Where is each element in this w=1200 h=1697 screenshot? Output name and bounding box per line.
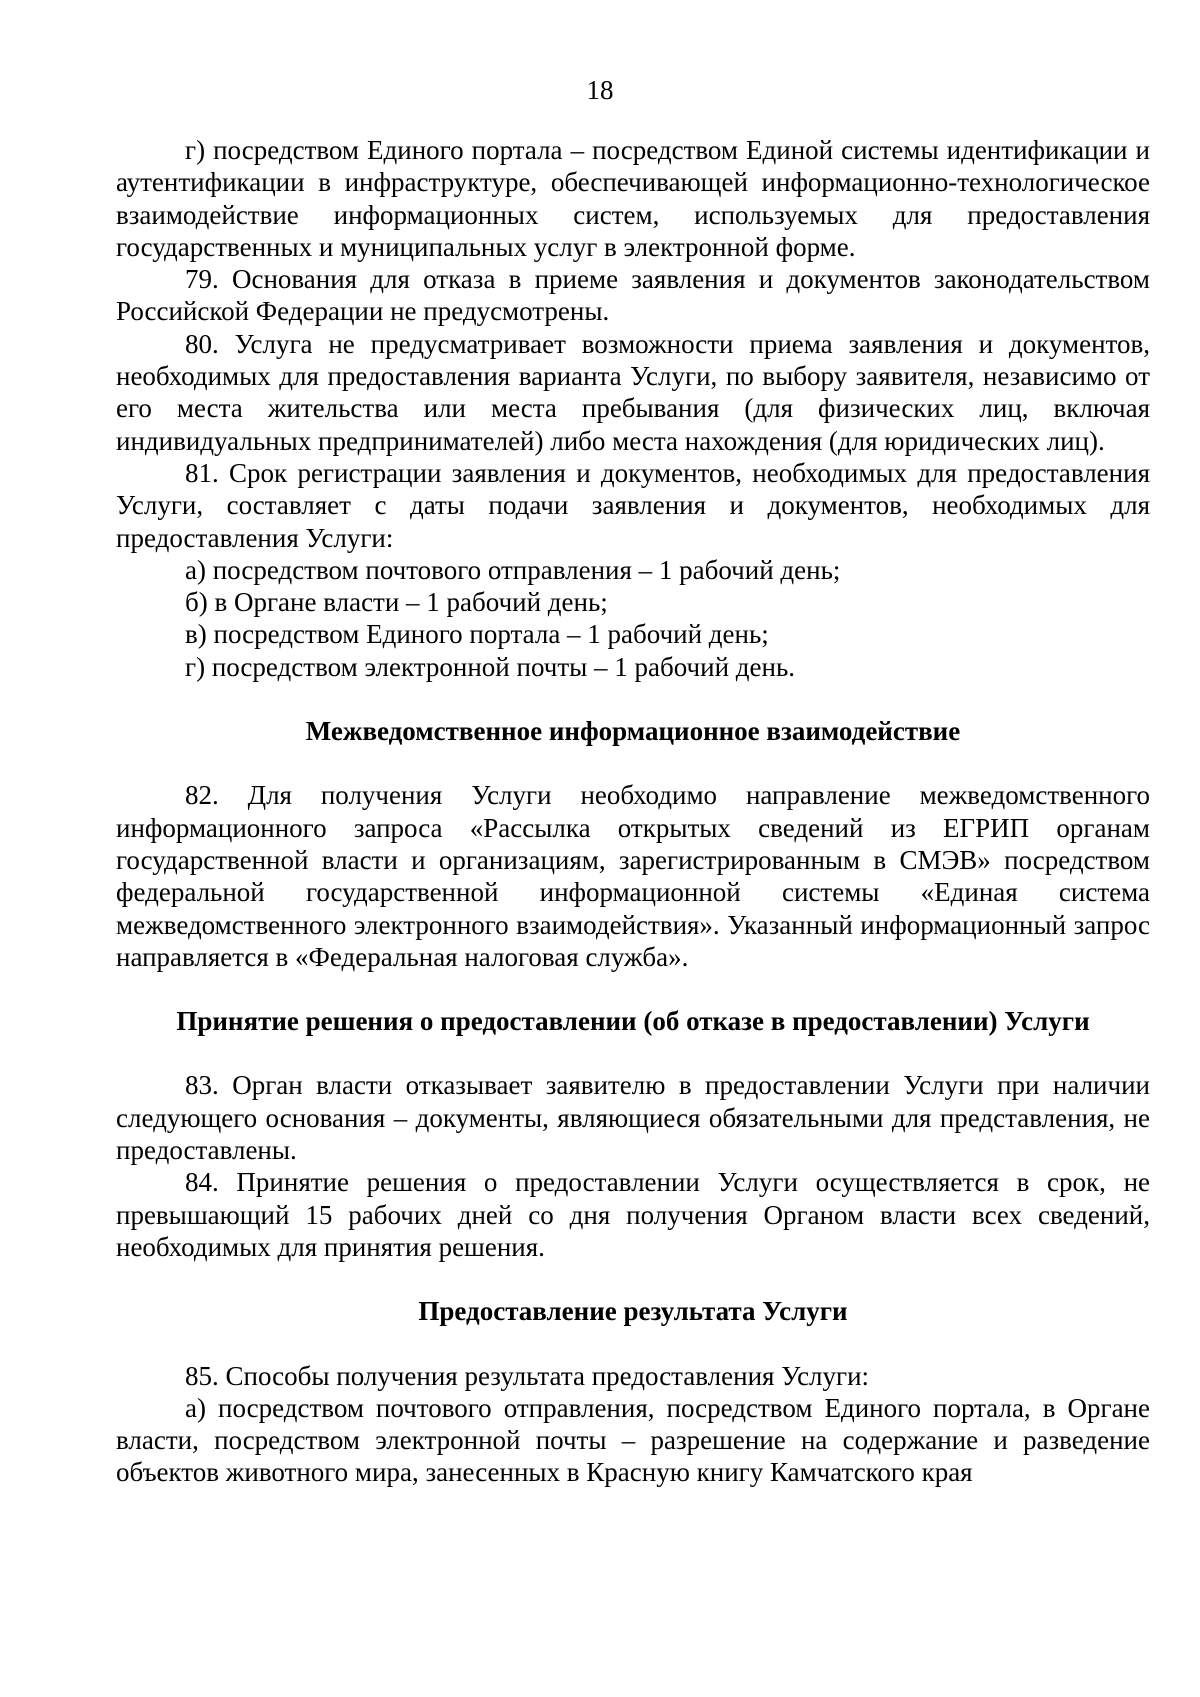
paragraph-85a: а) посредством почтового отправления, посредством Единого портала, в Органе власти, посредством электронной почты – разрешение на содержание и разведение объектов животного мира, занесенных в Красную книгу Камчатского края (116, 1392, 1150, 1488)
spacer (116, 973, 1150, 1005)
paragraph-83: 83. Орган власти отказывает заявителю в предоставлении Услуги при наличии следующего основания – документы, являющиеся обязательными для представления, не предоставлены. (116, 1070, 1150, 1166)
list-item-81a: а) посредством почтового отправления – 1 рабочий день; (185, 554, 841, 585)
spacer (116, 1037, 1150, 1069)
list-item-81c: в) посредством Единого портала – 1 рабочий день; (185, 619, 769, 650)
paragraph-79: 79. Основания для отказа в приеме заявления и документов законодательством Российской Федерации не предусмотрены. (116, 264, 1150, 327)
spacer (116, 1328, 1150, 1360)
section-heading-interagency: Межведомственное информационное взаимодействие (305, 716, 961, 747)
spacer (116, 1263, 1150, 1295)
spacer (116, 747, 1150, 779)
list-item-81d: г) посредством электронной почты – 1 рабочий день. (185, 651, 796, 682)
section-heading-result: Предоставление результата Услуги (418, 1296, 848, 1327)
paragraph-85: 85. Способы получения результата предоставления Услуги: (185, 1360, 870, 1391)
document-body (116, 134, 1150, 1489)
page-number: 18 (586, 75, 614, 105)
paragraph-78g: г) посредством Единого портала – посредством Единой системы идентификации и аутентификации в инфраструктуре, обеспечивающей информационно-технологическое взаимодействие информационных систем, используемых для предоставления государственных и муниципальных услуг в электронной форме. (116, 135, 1150, 262)
paragraph-81: 81. Срок регистрации заявления и документов, необходимых для предоставления Услуги, составляет с даты подачи заявления и документов, необходимых для предоставления Услуги: (116, 457, 1150, 553)
spacer (116, 683, 1150, 715)
paragraph-82: 82. Для получения Услуги необходимо направление межведомственного информационного запроса «Рассылка открытых сведений из ЕГРИП органам государственной власти и организациям, зарегистрированным в СМЭВ» посредством федеральной государственной информационной системы «Единая система межведомственного электронного взаимодействия». Указанный информационный запрос направляется в «Федеральная налоговая служба». (116, 780, 1150, 972)
paragraph-84: 84. Принятие решения о предоставлении Услуги осуществляется в срок, не превышающий 15 рабочих дней со дня получения Органом власти всех сведений, необходимых для принятия решения. (116, 1167, 1150, 1262)
paragraph-80: 80. Услуга не предусматривает возможности приема заявления и документов, необходимых для предоставления варианта Услуги, по выбору заявителя, независимо от его места жительства или места пребывания (для физических лиц, включая индивидуальных предпринимателей) либо места нахождения (для юридических лиц). (116, 328, 1150, 456)
section-heading-decision: Принятие решения о предоставлении (об отказе в предоставлении) Услуги (176, 1006, 1090, 1037)
list-item-81b: б) в Органе власти – 1 рабочий день; (185, 587, 608, 618)
